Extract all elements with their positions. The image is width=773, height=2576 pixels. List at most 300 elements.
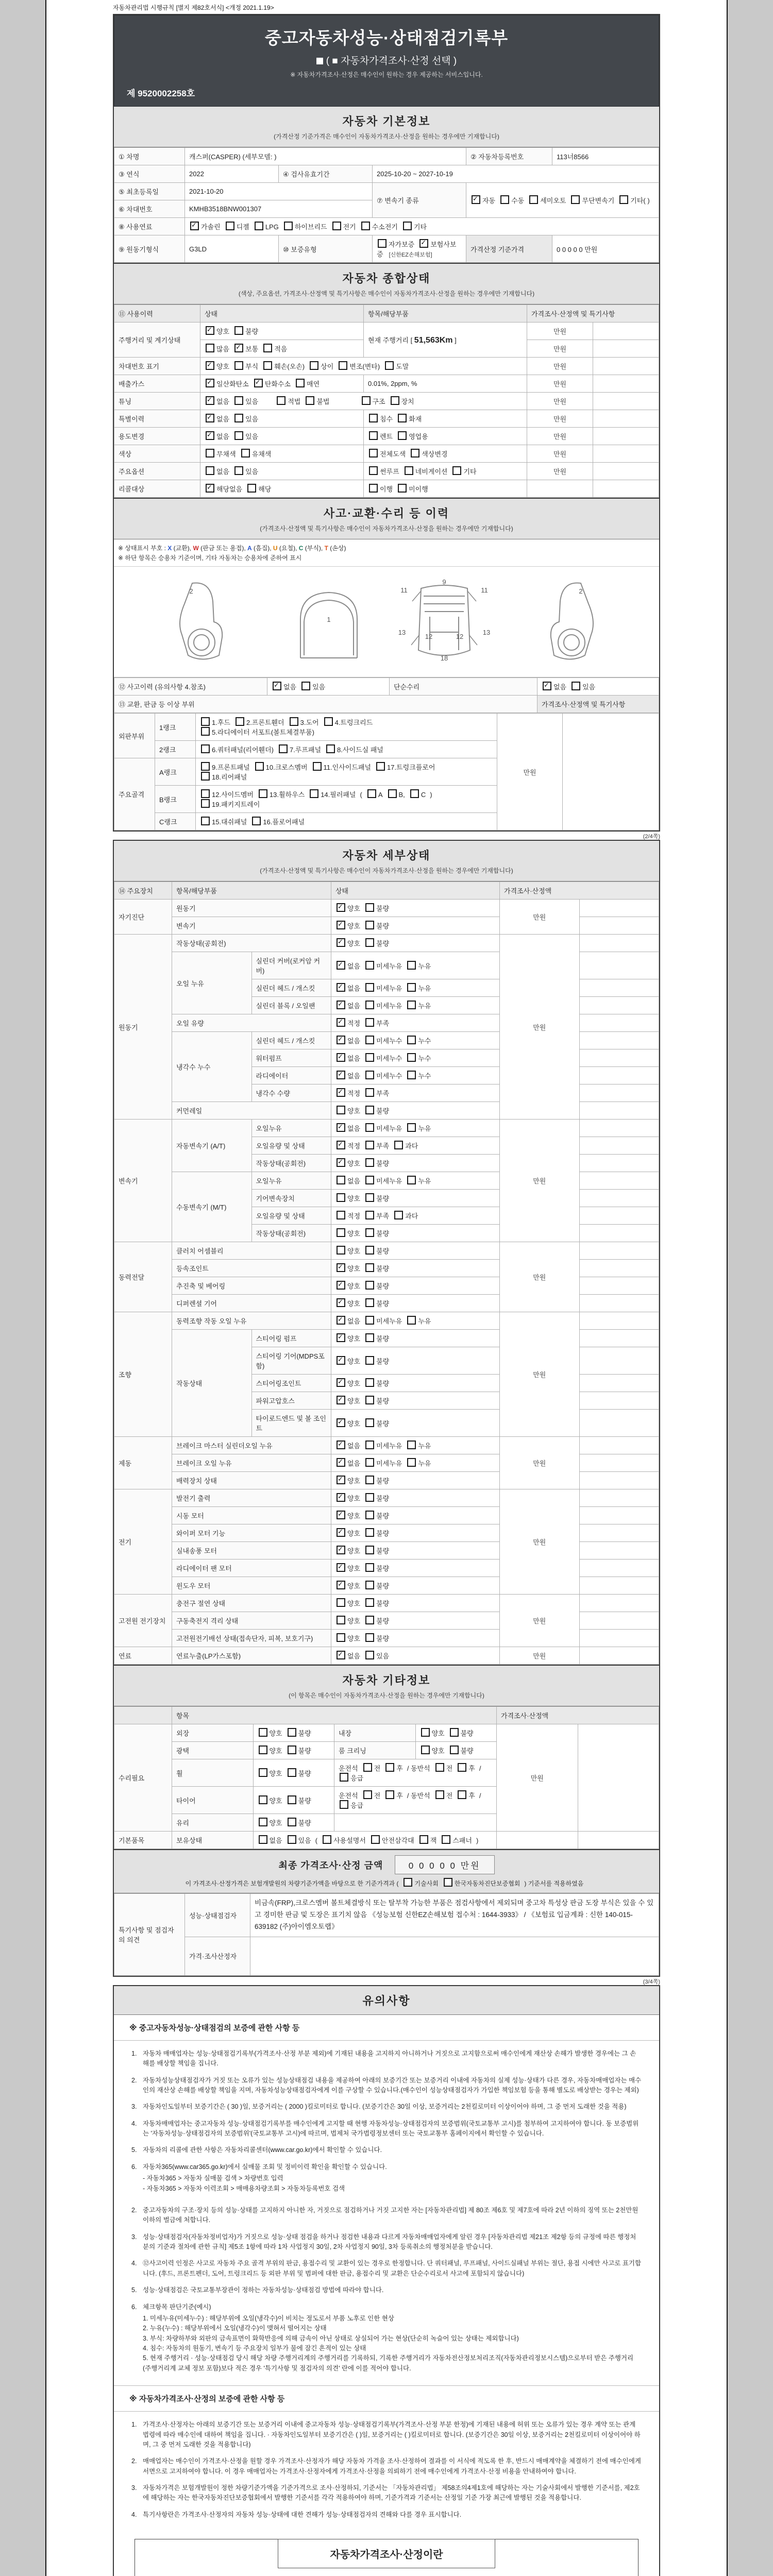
checkbox[interactable] [365,1176,374,1184]
checkbox-checked[interactable] [337,1088,345,1097]
checkbox[interactable] [301,682,310,690]
checkbox[interactable] [288,1835,296,1844]
checkbox[interactable] [206,344,214,352]
checkbox-checked[interactable] [254,379,263,387]
checkbox-checked[interactable] [337,921,345,929]
checkbox[interactable] [405,466,413,475]
checkbox[interactable] [259,1795,267,1804]
checkbox[interactable] [444,1878,452,1887]
checkbox[interactable] [407,1001,416,1009]
checkbox[interactable] [365,1211,374,1219]
checkbox[interactable] [365,1356,374,1365]
checkbox[interactable] [236,717,244,726]
cell: 가격산정 기준가격 [466,235,552,263]
checkbox-checked[interactable] [206,484,214,493]
checkbox[interactable] [500,195,509,204]
checkbox[interactable] [365,1141,374,1149]
checkbox-checked[interactable] [543,682,551,690]
checkbox-checked[interactable] [190,222,199,230]
checkbox[interactable] [398,414,407,422]
checkbox[interactable] [363,1763,372,1772]
cell [331,1489,500,1507]
checkbox[interactable] [337,1228,345,1237]
checkbox-checked[interactable] [337,1158,345,1167]
checkbox-checked[interactable] [337,1263,345,1272]
checkbox[interactable] [296,379,305,387]
cell: 냉각수 수량 [251,1084,331,1102]
checkbox[interactable] [385,1763,394,1772]
checkbox[interactable] [394,1211,403,1219]
car-front-view [277,573,380,671]
checkbox[interactable] [407,983,416,992]
checkbox[interactable] [365,1598,374,1607]
cell: G3LD [185,235,279,263]
checkbox[interactable] [365,1476,374,1484]
checkbox[interactable] [365,1193,374,1202]
status-symbol: A [247,545,252,552]
checkbox[interactable] [365,1316,374,1325]
checkbox-checked[interactable] [337,1476,345,1484]
checkbox[interactable] [365,983,374,992]
checkbox-label: 불량 [376,905,390,912]
checkbox[interactable] [310,789,318,798]
checkbox[interactable] [394,1141,403,1149]
checkbox[interactable] [365,1158,374,1167]
table-row [114,358,659,375]
checkbox-checked[interactable] [206,431,214,440]
checkbox[interactable] [201,772,210,781]
table-row [114,1312,659,1330]
checkbox-checked[interactable] [337,938,345,947]
checkbox[interactable] [288,1745,296,1754]
checkbox[interactable] [206,449,214,457]
checkbox-label: 2.프론트휀더 [246,719,284,726]
cell [563,714,659,831]
checkbox-label: 양호 [347,1397,361,1405]
checkbox[interactable] [421,1745,430,1754]
checkbox[interactable] [365,1228,374,1237]
checkbox[interactable] [365,961,374,970]
checkbox[interactable] [332,222,341,230]
checkbox-checked[interactable] [337,1123,345,1132]
checkbox-checked[interactable] [337,903,345,912]
checkbox[interactable] [324,717,333,726]
checkbox[interactable] [411,449,419,457]
checkbox[interactable] [529,195,538,204]
cell [331,1524,500,1542]
panel-number-label: 12 [456,633,464,640]
checkbox[interactable] [407,1036,416,1044]
checkbox[interactable] [259,1768,267,1777]
checkbox-checked[interactable] [337,1563,345,1572]
checkbox[interactable] [337,1193,345,1202]
basic-info-table [114,147,659,263]
checkbox[interactable] [410,789,419,798]
cell: 동력조향 작동 오일 누유 [172,1312,331,1330]
document-title: 중고자동차성능·상태점검기록부 [264,28,509,47]
cell: 전기 [114,1489,172,1595]
checkbox-label: 불량 [376,922,390,930]
caution-subitem: - 자동차365 > 자동차 실매물 검색 > 차량번호 입력 [143,2175,283,2182]
cell [331,1454,500,1472]
checkbox[interactable] [442,1835,450,1844]
checkbox[interactable] [450,1745,459,1754]
checkbox[interactable] [365,1378,374,1387]
checkbox[interactable] [288,1795,296,1804]
cell: 항목/해당부품 [172,882,331,900]
panel-number-label: 18 [440,654,448,662]
checkbox[interactable] [388,789,397,798]
checkbox[interactable] [259,789,267,798]
cell [593,480,659,498]
checkbox[interactable] [365,1263,374,1272]
checkbox[interactable] [421,1728,430,1737]
checkbox[interactable] [365,1106,374,1114]
cell: 만원 [500,1437,580,1489]
checkbox[interactable] [407,1053,416,1062]
inline-text: ) 기준서를 적용하였음 [524,1880,584,1887]
checkbox[interactable] [407,1316,416,1325]
checkbox[interactable] [234,326,243,335]
checkbox-label: 없음 [347,1125,361,1132]
legend-text: (요철), [277,545,299,552]
checkbox[interactable] [362,396,371,405]
checkbox-checked[interactable] [337,1440,345,1449]
section-overall-status: 자동차 종합상태 (색상, 주요옵션, 가격조사·산정액 및 특기사항은 매수인이 자동차가격조사·산정을 원하는 경우에만 기재합니다) [114,263,659,304]
car-rear-quarter-view [509,573,612,671]
checkbox-checked[interactable] [337,1378,345,1387]
checkbox[interactable] [339,361,347,370]
checkbox[interactable] [337,1246,345,1255]
checkbox[interactable] [365,1528,374,1537]
checkbox[interactable] [369,414,378,422]
checkbox[interactable] [284,222,293,230]
checkbox[interactable] [323,1835,331,1844]
checkbox[interactable] [407,1440,416,1449]
cell: 차대번호 표기 [114,358,200,375]
checkbox[interactable] [337,1633,345,1642]
checkbox[interactable] [201,789,210,798]
checkbox-checked[interactable] [273,682,281,690]
cell [364,445,527,463]
cell: 특별이력 [114,410,200,428]
checkbox[interactable] [365,1396,374,1404]
checkbox-checked[interactable] [337,1493,345,1502]
checkbox[interactable] [369,484,378,493]
checkbox[interactable] [201,744,210,753]
checkbox[interactable] [201,717,210,726]
checkbox[interactable] [288,1728,296,1737]
checkbox-checked[interactable] [472,195,480,204]
checkbox[interactable] [337,1176,345,1184]
checkbox[interactable] [326,744,335,753]
checkbox[interactable] [404,1878,412,1887]
checkbox[interactable] [369,431,378,440]
checkbox-label: 후 [396,1765,403,1772]
checkbox[interactable] [255,762,264,771]
checkbox[interactable] [277,396,285,405]
checkbox-checked[interactable] [337,1396,345,1404]
special-notes-table [114,1893,659,1976]
checkbox[interactable] [572,682,580,690]
checkbox[interactable] [263,344,272,352]
checkbox[interactable] [234,361,243,370]
checkbox[interactable] [365,1123,374,1132]
checkbox-checked[interactable] [206,379,214,387]
checkbox[interactable] [340,1773,348,1782]
checkbox[interactable] [385,1790,394,1799]
checkbox[interactable] [255,222,263,230]
checkbox[interactable] [337,1616,345,1624]
checkbox[interactable] [201,762,210,771]
cell [331,1049,500,1067]
checkbox-checked[interactable] [234,344,243,352]
cell [253,1759,334,1787]
checkbox[interactable] [619,195,628,204]
checkbox[interactable] [365,1333,374,1342]
checkbox[interactable] [365,903,374,912]
checkbox-label: 미세누수 [376,1072,402,1080]
checkbox[interactable] [365,1616,374,1624]
checkbox-label: 13.휠하우스 [269,791,305,799]
checkbox[interactable] [365,1458,374,1467]
checkbox-label: 없음 [347,1442,361,1450]
symbol-legend-line1 [118,544,655,552]
checkbox[interactable] [407,1458,416,1467]
checkbox-checked[interactable] [337,1316,345,1325]
checkbox[interactable] [365,1053,374,1062]
checkbox-checked[interactable] [206,396,214,405]
checkbox-checked[interactable] [337,1418,345,1427]
checkbox[interactable] [365,1246,374,1255]
checkbox-checked[interactable] [206,361,214,370]
checkbox[interactable] [259,1745,267,1754]
checkbox[interactable] [365,1546,374,1554]
cell: 브레이크 오일 누유 [172,1454,331,1472]
checkbox-checked[interactable] [337,1018,345,1027]
checkbox[interactable] [391,396,399,405]
checkbox[interactable] [365,1018,374,1027]
cell: 실린더 헤드 / 개스킷 [251,1032,331,1049]
cell: KMHB3518BNW001307 [185,200,373,218]
checkbox[interactable] [407,1123,416,1132]
checkbox[interactable] [365,1493,374,1502]
checkbox[interactable] [369,449,378,457]
checkbox[interactable] [201,727,210,736]
checkbox[interactable] [259,1818,267,1826]
checkbox-label: 자동 [482,197,496,205]
checkbox[interactable] [419,1835,428,1844]
checkbox-checked[interactable] [337,1651,345,1659]
cell: 내장 [334,1724,416,1742]
panel-number-label: 2 [579,587,583,595]
checkbox[interactable] [241,449,250,457]
checkbox-label: 3.도어 [300,719,319,726]
checkbox[interactable] [365,1633,374,1642]
cell [200,375,364,393]
checkbox[interactable] [206,466,214,475]
checkbox-label: 보험사보증 [377,241,457,258]
checkbox-checked[interactable] [419,239,428,248]
checkbox-checked[interactable] [337,961,345,970]
checkbox-label: B, [398,791,405,799]
checkbox[interactable] [365,921,374,929]
checkbox[interactable] [365,1001,374,1009]
checkbox-label: 없음 [347,1177,361,1185]
checkbox-checked[interactable] [337,1511,345,1519]
checkbox[interactable] [340,1800,348,1809]
checkbox-checked[interactable] [337,1141,345,1149]
checkbox[interactable] [398,484,407,493]
checkbox[interactable] [571,195,580,204]
checkbox-checked[interactable] [337,1546,345,1554]
checkbox[interactable] [365,1418,374,1427]
checkbox[interactable] [288,1768,296,1777]
checkbox[interactable] [201,799,210,808]
cell [593,375,659,393]
checkbox-label: 잭 [430,1837,437,1844]
checkbox[interactable] [458,1790,466,1799]
panel-rank-table [114,713,659,831]
checkbox[interactable] [367,789,376,798]
checkbox[interactable] [247,484,256,493]
checkbox-checked[interactable] [206,414,214,422]
checkbox[interactable] [337,1598,345,1607]
checkbox[interactable] [385,361,394,370]
checkbox[interactable] [259,1835,267,1844]
checkbox[interactable] [407,1071,416,1079]
checkbox-checked[interactable] [337,1333,345,1342]
checkbox[interactable] [365,1036,374,1044]
checkbox-checked[interactable] [337,1528,345,1537]
checkbox-label: 해당 [258,485,272,493]
checkbox-label: 불량 [376,1419,390,1428]
checkbox[interactable] [365,1651,374,1659]
checkbox[interactable] [234,431,243,440]
checkbox-label: 있음 [245,398,259,405]
checkbox[interactable] [365,1511,374,1519]
checkbox[interactable] [365,1298,374,1307]
checkbox[interactable] [369,466,378,475]
regulation-note: 자동차관리법 시행규칙 [별지 제82호서식] <개정 2021.1.19> [113,4,274,11]
checkbox[interactable] [310,361,318,370]
checkbox-checked[interactable] [337,1581,345,1589]
checkbox-label: 있음 [245,468,259,476]
checkbox[interactable] [435,1790,444,1799]
caution-subitem: 3. 부식: 차량하부와 외판의 금속표면이 화학반응에 의해 금속이 아닌 상태로 상실되어 가는 현상(단순히 녹슬어 있는 상태는 제외합니다) [143,2334,519,2342]
checkbox-label: 19.패키지트레이 [212,801,260,808]
checkbox[interactable] [365,1563,374,1572]
caution-subitem: 2. 누유(누수) : 해당부위에서 오일(냉각수)이 맺혀서 떨어지는 상태 [143,2325,327,2332]
cell: 리콜대상 [114,480,200,498]
cell: 항목 [172,1707,497,1724]
checkbox[interactable] [378,239,386,248]
checkbox-label: 없음 [216,398,230,405]
checkbox-checked[interactable] [337,1356,345,1365]
table-row [114,148,659,165]
checkbox[interactable] [435,1763,444,1772]
checkbox-label: 누유 [418,1442,431,1450]
cell [200,393,527,410]
checkbox[interactable] [398,431,407,440]
checkbox[interactable] [290,717,298,726]
checkbox-label: 있음 [582,683,596,691]
checkbox[interactable] [458,1763,466,1772]
checkbox-checked[interactable] [206,326,214,335]
checkbox[interactable] [279,744,288,753]
checkbox-label: 누유 [418,1317,431,1325]
checkbox[interactable] [450,1728,459,1737]
checkbox-label: 상이 [321,363,334,370]
panel-number-label: 11 [481,586,488,594]
cell [579,1630,659,1647]
checkbox[interactable] [365,1281,374,1290]
checkbox[interactable] [363,1790,372,1799]
cell: 라디에이터 팬 모터 [172,1560,331,1577]
checkbox-label: 불량 [245,328,259,335]
checkbox[interactable] [407,961,416,970]
checkbox-checked[interactable] [337,1053,345,1062]
cell: 자동변속기 (A/T) [172,1120,252,1172]
checkbox[interactable] [252,817,261,825]
cell: 용도변경 [114,428,200,445]
inspector-opinion: 비금속(FRP),크로스멤버 볼트체결방식 또는 탈부착 가능한 부품은 점검사항에서 제외되며 중고차 특성상 판금 도장 부식은 있을 수 있고 경미한 판금 및 도장은 표기치 않음 《성능보험 신한EZ손해보험 접수처 : 1644-3933》 / 《보험료 입금계좌 : 신한 140-015-639182 (주)아이엠오토랩》 [250,1894,659,1937]
checkbox[interactable] [376,762,385,771]
checkbox[interactable] [234,414,243,422]
cell: ⑫ 사고이력 (유의사항 4.참조) [114,678,267,696]
checkbox[interactable] [259,1728,267,1737]
cell: 113너8566 [552,148,659,165]
checkbox-checked[interactable] [337,1036,345,1044]
checkbox-checked[interactable] [337,983,345,992]
checkbox[interactable] [337,1211,345,1219]
checkbox[interactable] [234,466,243,475]
cell: 상태 [331,882,500,900]
checkbox[interactable] [306,396,314,405]
checkbox[interactable] [452,466,461,475]
checkbox[interactable] [263,361,272,370]
checkbox-checked[interactable] [337,1071,345,1079]
cell [331,1260,500,1277]
checkbox[interactable] [403,222,412,230]
checkbox[interactable] [337,1106,345,1114]
inline-text: / 동반석 [407,1792,430,1800]
checkbox-checked[interactable] [337,1281,345,1290]
checkbox[interactable] [365,938,374,947]
checkbox-label: 미세누유 [376,1125,402,1132]
checkbox[interactable] [365,1440,374,1449]
checkbox-checked[interactable] [337,1458,345,1467]
checkbox[interactable] [407,1176,416,1184]
checkbox[interactable] [365,1088,374,1097]
checkbox-checked[interactable] [337,1001,345,1009]
checkbox[interactable] [361,222,370,230]
checkbox-label: 적정 [347,1090,361,1097]
checkbox[interactable] [371,1835,380,1844]
checkbox[interactable] [234,396,243,405]
checkbox[interactable] [288,1818,296,1826]
checkbox-label: 불량 [376,1512,390,1520]
checkbox-label: 14.필러패널 [321,791,356,799]
checkbox[interactable] [313,762,322,771]
checkbox[interactable] [226,222,234,230]
checkbox-label: 후 [468,1792,475,1800]
checkbox[interactable] [365,1581,374,1589]
checkbox-label: 무단변속기 [582,197,615,205]
checkbox[interactable] [365,1071,374,1079]
checkbox-checked[interactable] [337,1298,345,1307]
checkbox[interactable] [201,817,210,825]
